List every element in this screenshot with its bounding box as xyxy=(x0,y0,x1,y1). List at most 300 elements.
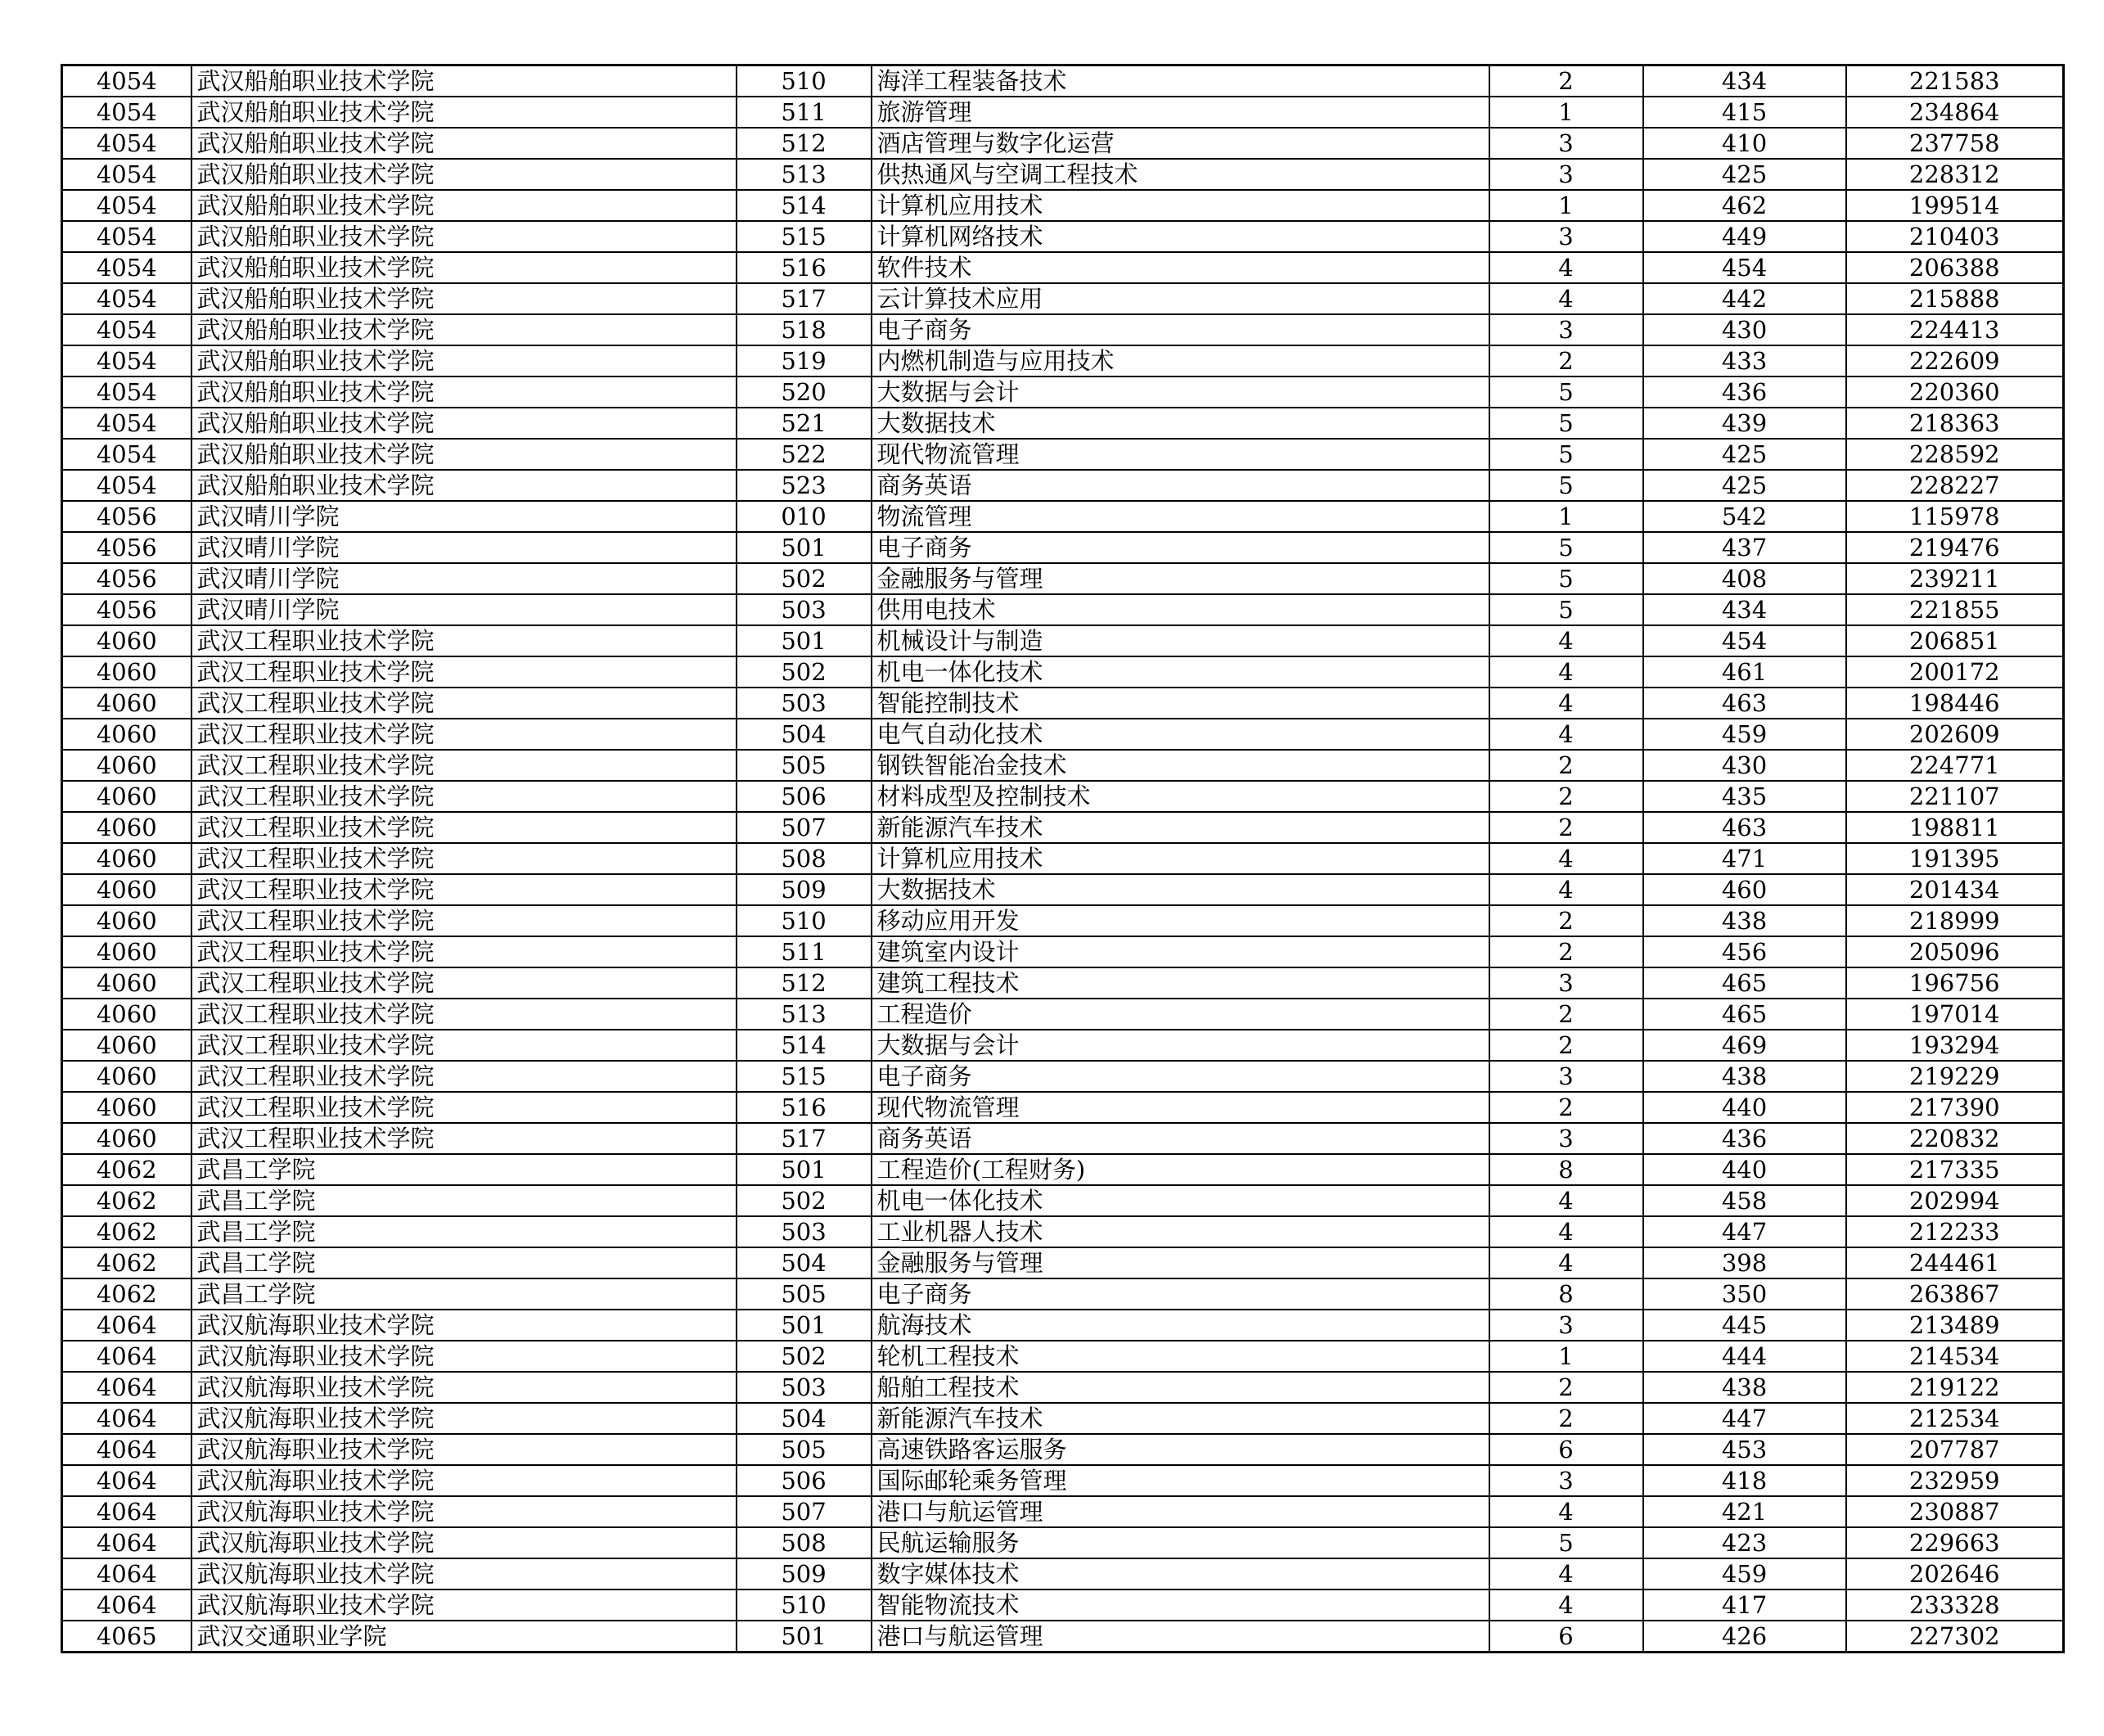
plan-count-cell: 4 xyxy=(1489,252,1643,283)
min-rank-cell: 206851 xyxy=(1846,625,2064,656)
table-row xyxy=(62,159,2064,190)
min-score-cell: 453 xyxy=(1643,1434,1846,1465)
school-name-cell: 武汉航海职业技术学院 xyxy=(191,1341,737,1372)
min-score-cell: 417 xyxy=(1643,1589,1846,1621)
plan-count-cell: 5 xyxy=(1489,532,1643,563)
min-rank-cell: 239211 xyxy=(1846,563,2064,594)
school-name-cell: 武汉航海职业技术学院 xyxy=(191,1465,737,1496)
school-name-cell: 武汉船舶职业技术学院 xyxy=(191,470,737,501)
school-code-cell: 4064 xyxy=(62,1310,191,1341)
plan-count-cell: 8 xyxy=(1489,1154,1643,1185)
school-code-cell: 4060 xyxy=(62,1061,191,1092)
min-score-cell: 418 xyxy=(1643,1465,1846,1496)
major-name-cell: 数字媒体技术 xyxy=(872,1558,1489,1589)
major-code-cell: 515 xyxy=(737,1061,872,1092)
min-score-cell: 444 xyxy=(1643,1341,1846,1372)
school-code-cell: 4060 xyxy=(62,625,191,656)
school-code-cell: 4064 xyxy=(62,1372,191,1403)
major-code-cell: 506 xyxy=(737,1465,872,1496)
min-rank-cell: 227302 xyxy=(1846,1621,2064,1653)
table-row xyxy=(62,439,2064,470)
school-name-cell: 武汉工程职业技术学院 xyxy=(191,656,737,688)
major-code-cell: 502 xyxy=(737,656,872,688)
school-name-cell: 武汉船舶职业技术学院 xyxy=(191,65,737,97)
min-score-cell: 454 xyxy=(1643,252,1846,283)
major-name-cell: 计算机应用技术 xyxy=(872,843,1489,874)
school-code-cell: 4060 xyxy=(62,936,191,967)
major-code-cell: 511 xyxy=(737,97,872,128)
plan-count-cell: 4 xyxy=(1489,1496,1643,1527)
plan-count-cell: 3 xyxy=(1489,221,1643,252)
school-code-cell: 4056 xyxy=(62,563,191,594)
table-row xyxy=(62,221,2064,252)
table-row xyxy=(62,1621,2064,1653)
school-name-cell: 武昌工学院 xyxy=(191,1154,737,1185)
min-score-cell: 454 xyxy=(1643,625,1846,656)
min-rank-cell: 228227 xyxy=(1846,470,2064,501)
school-code-cell: 4064 xyxy=(62,1496,191,1527)
plan-count-cell: 2 xyxy=(1489,345,1643,377)
major-name-cell: 高速铁路客运服务 xyxy=(872,1434,1489,1465)
table-row xyxy=(62,1372,2064,1403)
school-code-cell: 4054 xyxy=(62,470,191,501)
major-code-cell: 505 xyxy=(737,1434,872,1465)
min-rank-cell: 217390 xyxy=(1846,1092,2064,1123)
table-row xyxy=(62,65,2064,97)
min-score-cell: 410 xyxy=(1643,128,1846,159)
school-name-cell: 武汉工程职业技术学院 xyxy=(191,812,737,843)
min-rank-cell: 221583 xyxy=(1846,65,2064,97)
table-row xyxy=(62,283,2064,314)
plan-count-cell: 3 xyxy=(1489,967,1643,999)
min-rank-cell: 201434 xyxy=(1846,874,2064,905)
min-score-cell: 434 xyxy=(1643,65,1846,97)
plan-count-cell: 2 xyxy=(1489,65,1643,97)
school-code-cell: 4054 xyxy=(62,65,191,97)
major-name-cell: 大数据技术 xyxy=(872,874,1489,905)
plan-count-cell: 4 xyxy=(1489,1216,1643,1247)
major-code-cell: 520 xyxy=(737,377,872,408)
school-name-cell: 武汉工程职业技术学院 xyxy=(191,688,737,719)
min-rank-cell: 229663 xyxy=(1846,1527,2064,1558)
major-name-cell: 建筑工程技术 xyxy=(872,967,1489,999)
school-name-cell: 武汉航海职业技术学院 xyxy=(191,1496,737,1527)
school-name-cell: 武汉工程职业技术学院 xyxy=(191,1092,737,1123)
min-score-cell: 462 xyxy=(1643,190,1846,221)
school-code-cell: 4060 xyxy=(62,999,191,1030)
min-rank-cell: 244461 xyxy=(1846,1247,2064,1278)
school-code-cell: 4060 xyxy=(62,750,191,781)
min-rank-cell: 202646 xyxy=(1846,1558,2064,1589)
major-code-cell: 518 xyxy=(737,314,872,345)
min-score-cell: 440 xyxy=(1643,1092,1846,1123)
min-score-cell: 398 xyxy=(1643,1247,1846,1278)
plan-count-cell: 4 xyxy=(1489,719,1643,750)
min-score-cell: 465 xyxy=(1643,967,1846,999)
major-code-cell: 505 xyxy=(737,1278,872,1310)
min-score-cell: 434 xyxy=(1643,594,1846,625)
school-code-cell: 4062 xyxy=(62,1278,191,1310)
major-code-cell: 504 xyxy=(737,719,872,750)
table-row xyxy=(62,1061,2064,1092)
major-name-cell: 国际邮轮乘务管理 xyxy=(872,1465,1489,1496)
plan-count-cell: 4 xyxy=(1489,688,1643,719)
min-score-cell: 442 xyxy=(1643,283,1846,314)
school-name-cell: 武汉船舶职业技术学院 xyxy=(191,128,737,159)
major-code-cell: 502 xyxy=(737,1341,872,1372)
min-score-cell: 471 xyxy=(1643,843,1846,874)
min-score-cell: 440 xyxy=(1643,1154,1846,1185)
min-score-cell: 458 xyxy=(1643,1185,1846,1216)
school-name-cell: 武汉工程职业技术学院 xyxy=(191,750,737,781)
school-code-cell: 4064 xyxy=(62,1403,191,1434)
school-name-cell: 武汉船舶职业技术学院 xyxy=(191,377,737,408)
plan-count-cell: 4 xyxy=(1489,656,1643,688)
school-code-cell: 4054 xyxy=(62,128,191,159)
major-name-cell: 材料成型及控制技术 xyxy=(872,781,1489,812)
school-code-cell: 4054 xyxy=(62,221,191,252)
school-name-cell: 武汉航海职业技术学院 xyxy=(191,1589,737,1621)
table-row xyxy=(62,1341,2064,1372)
major-code-cell: 519 xyxy=(737,345,872,377)
table-row xyxy=(62,1310,2064,1341)
table-row xyxy=(62,1216,2064,1247)
plan-count-cell: 1 xyxy=(1489,501,1643,532)
major-code-cell: 523 xyxy=(737,470,872,501)
school-name-cell: 武汉船舶职业技术学院 xyxy=(191,221,737,252)
table-row xyxy=(62,252,2064,283)
major-name-cell: 大数据与会计 xyxy=(872,377,1489,408)
table-row xyxy=(62,345,2064,377)
major-code-cell: 517 xyxy=(737,1123,872,1154)
table-row xyxy=(62,1123,2064,1154)
major-code-cell: 501 xyxy=(737,625,872,656)
major-name-cell: 大数据技术 xyxy=(872,408,1489,439)
major-code-cell: 513 xyxy=(737,159,872,190)
major-name-cell: 新能源汽车技术 xyxy=(872,1403,1489,1434)
major-name-cell: 旅游管理 xyxy=(872,97,1489,128)
major-name-cell: 物流管理 xyxy=(872,501,1489,532)
major-name-cell: 酒店管理与数字化运营 xyxy=(872,128,1489,159)
plan-count-cell: 1 xyxy=(1489,97,1643,128)
major-code-cell: 503 xyxy=(737,1372,872,1403)
min-score-cell: 425 xyxy=(1643,159,1846,190)
min-score-cell: 433 xyxy=(1643,345,1846,377)
table-row xyxy=(62,408,2064,439)
min-rank-cell: 220832 xyxy=(1846,1123,2064,1154)
min-rank-cell: 198811 xyxy=(1846,812,2064,843)
major-name-cell: 工业机器人技术 xyxy=(872,1216,1489,1247)
major-name-cell: 航海技术 xyxy=(872,1310,1489,1341)
major-code-cell: 510 xyxy=(737,905,872,936)
school-code-cell: 4054 xyxy=(62,314,191,345)
school-code-cell: 4064 xyxy=(62,1341,191,1372)
major-name-cell: 电子商务 xyxy=(872,532,1489,563)
min-score-cell: 447 xyxy=(1643,1216,1846,1247)
min-score-cell: 438 xyxy=(1643,905,1846,936)
school-code-cell: 4060 xyxy=(62,967,191,999)
major-code-cell: 521 xyxy=(737,408,872,439)
school-code-cell: 4054 xyxy=(62,190,191,221)
school-code-cell: 4054 xyxy=(62,252,191,283)
school-code-cell: 4062 xyxy=(62,1154,191,1185)
school-name-cell: 武汉工程职业技术学院 xyxy=(191,1030,737,1061)
major-name-cell: 供用电技术 xyxy=(872,594,1489,625)
major-code-cell: 509 xyxy=(737,1558,872,1589)
major-code-cell: 514 xyxy=(737,1030,872,1061)
min-rank-cell: 212233 xyxy=(1846,1216,2064,1247)
school-code-cell: 4054 xyxy=(62,97,191,128)
major-name-cell: 轮机工程技术 xyxy=(872,1341,1489,1372)
table-row xyxy=(62,656,2064,688)
min-score-cell: 423 xyxy=(1643,1527,1846,1558)
plan-count-cell: 5 xyxy=(1489,1527,1643,1558)
min-rank-cell: 224413 xyxy=(1846,314,2064,345)
min-rank-cell: 220360 xyxy=(1846,377,2064,408)
major-code-cell: 507 xyxy=(737,1496,872,1527)
major-code-cell: 509 xyxy=(737,874,872,905)
min-rank-cell: 206388 xyxy=(1846,252,2064,283)
school-code-cell: 4060 xyxy=(62,874,191,905)
min-rank-cell: 207787 xyxy=(1846,1434,2064,1465)
plan-count-cell: 1 xyxy=(1489,1341,1643,1372)
major-name-cell: 智能物流技术 xyxy=(872,1589,1489,1621)
school-name-cell: 武汉工程职业技术学院 xyxy=(191,781,737,812)
table-row xyxy=(62,377,2064,408)
major-name-cell: 机电一体化技术 xyxy=(872,656,1489,688)
table-row xyxy=(62,781,2064,812)
school-code-cell: 4054 xyxy=(62,159,191,190)
table-row xyxy=(62,625,2064,656)
min-score-cell: 437 xyxy=(1643,532,1846,563)
school-code-cell: 4054 xyxy=(62,283,191,314)
min-score-cell: 425 xyxy=(1643,470,1846,501)
table-row xyxy=(62,314,2064,345)
school-name-cell: 武汉船舶职业技术学院 xyxy=(191,190,737,221)
plan-count-cell: 8 xyxy=(1489,1278,1643,1310)
table-row xyxy=(62,936,2064,967)
table-row xyxy=(62,688,2064,719)
school-name-cell: 武汉工程职业技术学院 xyxy=(191,843,737,874)
major-name-cell: 移动应用开发 xyxy=(872,905,1489,936)
min-rank-cell: 234864 xyxy=(1846,97,2064,128)
major-name-cell: 云计算技术应用 xyxy=(872,283,1489,314)
major-code-cell: 505 xyxy=(737,750,872,781)
school-name-cell: 武汉船舶职业技术学院 xyxy=(191,345,737,377)
school-name-cell: 武汉工程职业技术学院 xyxy=(191,874,737,905)
school-name-cell: 武汉工程职业技术学院 xyxy=(191,936,737,967)
school-name-cell: 武汉船舶职业技术学院 xyxy=(191,408,737,439)
major-code-cell: 508 xyxy=(737,843,872,874)
school-code-cell: 4056 xyxy=(62,501,191,532)
table-row xyxy=(62,1247,2064,1278)
table-row xyxy=(62,1154,2064,1185)
major-name-cell: 金融服务与管理 xyxy=(872,563,1489,594)
plan-count-cell: 5 xyxy=(1489,439,1643,470)
major-name-cell: 钢铁智能冶金技术 xyxy=(872,750,1489,781)
table-row xyxy=(62,594,2064,625)
min-rank-cell: 237758 xyxy=(1846,128,2064,159)
min-score-cell: 435 xyxy=(1643,781,1846,812)
plan-count-cell: 3 xyxy=(1489,1123,1643,1154)
school-code-cell: 4064 xyxy=(62,1465,191,1496)
school-name-cell: 武汉工程职业技术学院 xyxy=(191,1061,737,1092)
school-code-cell: 4064 xyxy=(62,1527,191,1558)
min-rank-cell: 217335 xyxy=(1846,1154,2064,1185)
school-code-cell: 4062 xyxy=(62,1185,191,1216)
plan-count-cell: 4 xyxy=(1489,1558,1643,1589)
min-rank-cell: 213489 xyxy=(1846,1310,2064,1341)
min-score-cell: 459 xyxy=(1643,1558,1846,1589)
school-name-cell: 武汉晴川学院 xyxy=(191,501,737,532)
table-row xyxy=(62,1496,2064,1527)
table-row xyxy=(62,843,2064,874)
major-name-cell: 机械设计与制造 xyxy=(872,625,1489,656)
school-code-cell: 4064 xyxy=(62,1558,191,1589)
plan-count-cell: 6 xyxy=(1489,1621,1643,1653)
major-name-cell: 金融服务与管理 xyxy=(872,1247,1489,1278)
table-row xyxy=(62,905,2064,936)
min-rank-cell: 212534 xyxy=(1846,1403,2064,1434)
min-score-cell: 542 xyxy=(1643,501,1846,532)
major-name-cell: 供热通风与空调工程技术 xyxy=(872,159,1489,190)
min-rank-cell: 222609 xyxy=(1846,345,2064,377)
plan-count-cell: 2 xyxy=(1489,905,1643,936)
school-code-cell: 4062 xyxy=(62,1247,191,1278)
min-rank-cell: 218999 xyxy=(1846,905,2064,936)
school-name-cell: 武昌工学院 xyxy=(191,1247,737,1278)
school-code-cell: 4054 xyxy=(62,439,191,470)
min-rank-cell: 221107 xyxy=(1846,781,2064,812)
table-row xyxy=(62,128,2064,159)
school-name-cell: 武汉工程职业技术学院 xyxy=(191,967,737,999)
school-name-cell: 武汉船舶职业技术学院 xyxy=(191,159,737,190)
min-rank-cell: 210403 xyxy=(1846,221,2064,252)
plan-count-cell: 3 xyxy=(1489,128,1643,159)
plan-count-cell: 5 xyxy=(1489,563,1643,594)
table-row xyxy=(62,1030,2064,1061)
table-row xyxy=(62,501,2064,532)
major-name-cell: 建筑室内设计 xyxy=(872,936,1489,967)
school-code-cell: 4064 xyxy=(62,1434,191,1465)
plan-count-cell: 5 xyxy=(1489,377,1643,408)
major-name-cell: 软件技术 xyxy=(872,252,1489,283)
school-code-cell: 4056 xyxy=(62,594,191,625)
major-name-cell: 计算机应用技术 xyxy=(872,190,1489,221)
min-rank-cell: 193294 xyxy=(1846,1030,2064,1061)
min-rank-cell: 198446 xyxy=(1846,688,2064,719)
major-code-cell: 504 xyxy=(737,1247,872,1278)
table-row xyxy=(62,719,2064,750)
min-score-cell: 426 xyxy=(1643,1621,1846,1653)
min-rank-cell: 219476 xyxy=(1846,532,2064,563)
plan-count-cell: 2 xyxy=(1489,1372,1643,1403)
min-rank-cell: 200172 xyxy=(1846,656,2064,688)
major-code-cell: 504 xyxy=(737,1403,872,1434)
min-score-cell: 445 xyxy=(1643,1310,1846,1341)
major-name-cell: 现代物流管理 xyxy=(872,439,1489,470)
major-name-cell: 船舶工程技术 xyxy=(872,1372,1489,1403)
min-score-cell: 436 xyxy=(1643,1123,1846,1154)
plan-count-cell: 3 xyxy=(1489,159,1643,190)
table-body xyxy=(62,65,2064,1653)
min-rank-cell: 221855 xyxy=(1846,594,2064,625)
school-name-cell: 武汉工程职业技术学院 xyxy=(191,999,737,1030)
school-code-cell: 4054 xyxy=(62,345,191,377)
major-name-cell: 商务英语 xyxy=(872,1123,1489,1154)
min-rank-cell: 224771 xyxy=(1846,750,2064,781)
major-name-cell: 电子商务 xyxy=(872,1061,1489,1092)
plan-count-cell: 2 xyxy=(1489,999,1643,1030)
school-name-cell: 武汉交通职业学院 xyxy=(191,1621,737,1653)
school-code-cell: 4060 xyxy=(62,1092,191,1123)
major-code-cell: 501 xyxy=(737,1310,872,1341)
major-name-cell: 港口与航运管理 xyxy=(872,1496,1489,1527)
school-name-cell: 武汉晴川学院 xyxy=(191,532,737,563)
plan-count-cell: 1 xyxy=(1489,190,1643,221)
school-code-cell: 4060 xyxy=(62,719,191,750)
min-rank-cell: 202609 xyxy=(1846,719,2064,750)
major-name-cell: 电气自动化技术 xyxy=(872,719,1489,750)
table-row xyxy=(62,999,2064,1030)
min-rank-cell: 219122 xyxy=(1846,1372,2064,1403)
school-code-cell: 4054 xyxy=(62,408,191,439)
plan-count-cell: 2 xyxy=(1489,1403,1643,1434)
major-code-cell: 516 xyxy=(737,252,872,283)
min-score-cell: 465 xyxy=(1643,999,1846,1030)
school-name-cell: 武汉航海职业技术学院 xyxy=(191,1558,737,1589)
major-name-cell: 大数据与会计 xyxy=(872,1030,1489,1061)
school-code-cell: 4056 xyxy=(62,532,191,563)
major-code-cell: 510 xyxy=(737,1589,872,1621)
min-rank-cell: 191395 xyxy=(1846,843,2064,874)
plan-count-cell: 2 xyxy=(1489,781,1643,812)
min-score-cell: 430 xyxy=(1643,314,1846,345)
table-row xyxy=(62,563,2064,594)
major-code-cell: 515 xyxy=(737,221,872,252)
major-name-cell: 机电一体化技术 xyxy=(872,1185,1489,1216)
plan-count-cell: 4 xyxy=(1489,283,1643,314)
school-name-cell: 武汉船舶职业技术学院 xyxy=(191,314,737,345)
school-code-cell: 4060 xyxy=(62,905,191,936)
table-row xyxy=(62,750,2064,781)
min-score-cell: 415 xyxy=(1643,97,1846,128)
major-code-cell: 513 xyxy=(737,999,872,1030)
school-name-cell: 武汉工程职业技术学院 xyxy=(191,625,737,656)
min-score-cell: 430 xyxy=(1643,750,1846,781)
plan-count-cell: 4 xyxy=(1489,625,1643,656)
major-code-cell: 514 xyxy=(737,190,872,221)
school-name-cell: 武汉晴川学院 xyxy=(191,563,737,594)
plan-count-cell: 4 xyxy=(1489,1589,1643,1621)
plan-count-cell: 4 xyxy=(1489,874,1643,905)
school-name-cell: 武昌工学院 xyxy=(191,1185,737,1216)
table-row xyxy=(62,1434,2064,1465)
table-row xyxy=(62,190,2064,221)
table-row xyxy=(62,967,2064,999)
min-rank-cell: 219229 xyxy=(1846,1061,2064,1092)
plan-count-cell: 2 xyxy=(1489,936,1643,967)
table-row xyxy=(62,470,2064,501)
school-code-cell: 4062 xyxy=(62,1216,191,1247)
major-name-cell: 内燃机制造与应用技术 xyxy=(872,345,1489,377)
major-code-cell: 501 xyxy=(737,1154,872,1185)
school-name-cell: 武汉工程职业技术学院 xyxy=(191,905,737,936)
plan-count-cell: 6 xyxy=(1489,1434,1643,1465)
plan-count-cell: 2 xyxy=(1489,750,1643,781)
table-row xyxy=(62,874,2064,905)
major-code-cell: 506 xyxy=(737,781,872,812)
